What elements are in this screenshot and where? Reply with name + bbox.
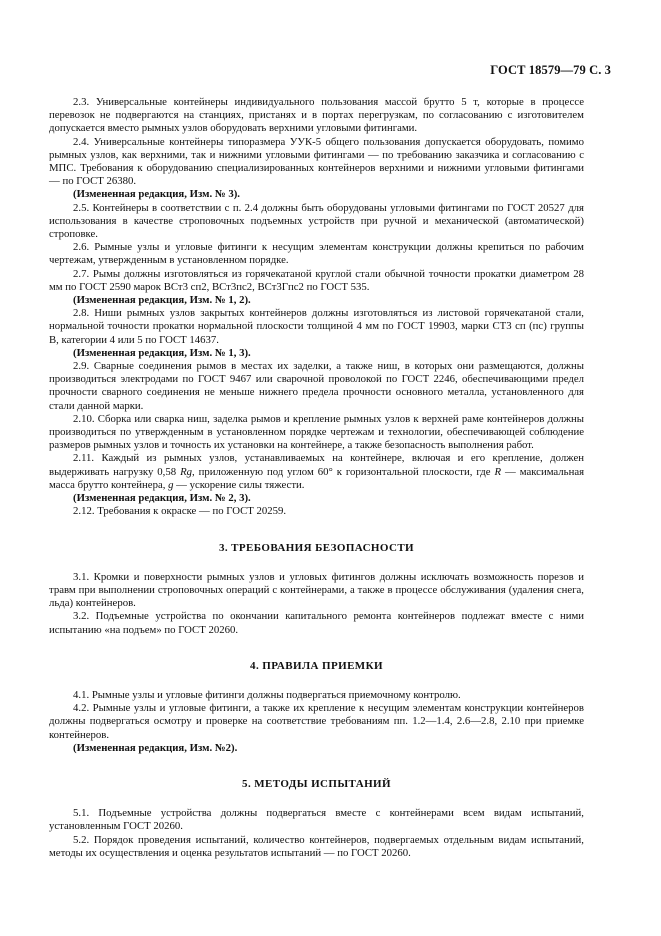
section-3-title: 3. ТРЕБОВАНИЯ БЕЗОПАСНОСТИ bbox=[218, 541, 415, 554]
clause-5-2: 5.2. Порядок проведения испытаний, количество контейнеров, подвергаемых отдельным видам испытаний, методы их осуществления и оценка результатов испытаний — по ГОСТ 20260. bbox=[49, 833, 584, 859]
section-4-title: 4. ПРАВИЛА ПРИЕМКИ bbox=[250, 659, 383, 672]
amendment-note: (Измененная редакция, Изм. № 1, 2). bbox=[73, 294, 251, 307]
section-5-title: 5. МЕТОДЫ ИСПЫТАНИЙ bbox=[242, 777, 391, 790]
symbol-rg: Rg bbox=[180, 465, 193, 478]
clause-2-5: 2.5. Контейнеры в соответствии с п. 2.4 должны быть оборудованы угловыми фитингами по ГОСТ 20527 для использования в качестве строповочных подъемных устройств при ручной и механической (автоматической) строповке. bbox=[49, 201, 584, 241]
clause-2-10: 2.10. Сборка или сварка ниш, заделка рымов и крепление рымных узлов к верхней раме контейнеров должны производиться по утвержденным в установленном порядке чертежам и технологии, обеспечивающей соблюдение размеров рымных узлов и точность их установки на контейнере, а также безопасность выполнения работ. bbox=[49, 412, 584, 452]
clause-2-11-text-c: — максимальная масса брутто контейнера, bbox=[49, 465, 585, 491]
clause-2-9: 2.9. Сварные соединения рымов в местах их заделки, а также ниш, в которых они размещаются, должны производиться электродами по ГОСТ 9467 или сварочной проволокой по ГОСТ 2246, обеспечивающими предел прочности сварного соединения не меньше нижнего предела прочности основного металла, установленного для стали данной марки. bbox=[49, 360, 584, 412]
clause-2-7: 2.7. Рымы должны изготовляться из горячекатаной круглой стали обычной точности прокатки диаметром 28 мм по ГОСТ 2590 марок ВСт3 сп2, ВСт3пс2, ВСт3Гпс2 по ГОСТ 535. bbox=[49, 267, 584, 293]
clause-4-1: 4.1. Рымные узлы и угловые фитинги должны подвергаться приемочному контролю. bbox=[73, 688, 461, 701]
amendment-note: (Измененная редакция, Изм. № 2, 3). bbox=[73, 492, 251, 505]
clause-2-3: 2.3. Универсальные контейнеры индивидуального пользования массой брутто 5 т, которые в процессе перевозок не подвергаются на станциях, пристанях и в портах перегрузкам, по согласованию с изготовителем допускается вместо рымных узлов оборудовать верхними угловыми фитингами. bbox=[49, 96, 584, 135]
clause-2-4: 2.4. Универсальные контейнеры типоразмера УУК-5 общего пользования допускается оборудовать, помимо рымных узлов, как верхними, так и нижними угловыми фитингами — по требованию заказчика и согласованию с МПС. Требования к оборудованию специализированных контейнеров верхними и нижними угловыми фитингами — по ГОСТ 26380. bbox=[49, 135, 584, 188]
document-body bbox=[49, 96, 584, 860]
amendment-note: (Измененная редакция, Изм. № 3). bbox=[73, 188, 240, 201]
symbol-g: g bbox=[168, 478, 174, 491]
symbol-r: R bbox=[494, 465, 502, 478]
amendment-note: (Измененная редакция, Изм. № 1, 3). bbox=[73, 346, 251, 359]
clause-4-2: 4.2. Рымные узлы и угловые фитинги, а также их крепление к несущим элементам конструкции контейнеров должны подвергаться осмотру и проверке на соответствие требованиям пп. 1.2—1.4, 2.6—2.8, 2.10 при приемке контейнеров. bbox=[49, 702, 584, 741]
clause-2-11 bbox=[49, 452, 584, 492]
clause-3-1: 3.1. Кромки и поверхности рымных узлов и угловых фитингов должны исключать возможность порезов и травм при выполнении строповочных операций с контейнерами, а также в процессе обслуживания (удаления снега, льда) контейнеров. bbox=[49, 570, 584, 610]
clause-5-1: 5.1. Подъемные устройства должны подвергаться вместе с контейнерами всем видам испытаний, установленным ГОСТ 20260. bbox=[49, 807, 584, 833]
clause-2-8: 2.8. Ниши рымных узлов закрытых контейнеров должны изготовляться из листовой горячекатаной стали, нормальной точности прокатки нормальной плоскости толщиной 4 мм по ГОСТ 19903, марки СТ3 сп (пс) группы В, категории 4 или 5 по ГОСТ 14637. bbox=[49, 307, 584, 346]
clause-3-2: 3.2. Подъемные устройства по окончании капитального ремонта контейнеров подлежат вместе с ними испытанию «на подъем» по ГОСТ 20260. bbox=[49, 610, 584, 636]
clause-2-11-text-a: 2.11. Каждый из рымных узлов, устанавливаемых на контейнере, включая и его крепление, должен выдерживать нагрузку 0,58 bbox=[49, 452, 584, 478]
page-header: ГОСТ 18579—79 С. 3 bbox=[490, 63, 611, 77]
clause-2-6: 2.6. Рымные узлы и угловые фитинги к несущим элементам конструкции должны крепиться по рабочим чертежам, утвержденным в установленном порядке. bbox=[49, 241, 584, 267]
amendment-note: (Измененная редакция, Изм. №2). bbox=[73, 741, 238, 754]
clause-2-12: 2.12. Требования к окраске — по ГОСТ 20259. bbox=[73, 505, 287, 518]
clause-2-11-text-b: , приложенную под углом 60° к горизонтальной плоскости, где bbox=[192, 465, 491, 478]
clause-2-11-text-d: — ускорение силы тяжести. bbox=[176, 478, 305, 491]
